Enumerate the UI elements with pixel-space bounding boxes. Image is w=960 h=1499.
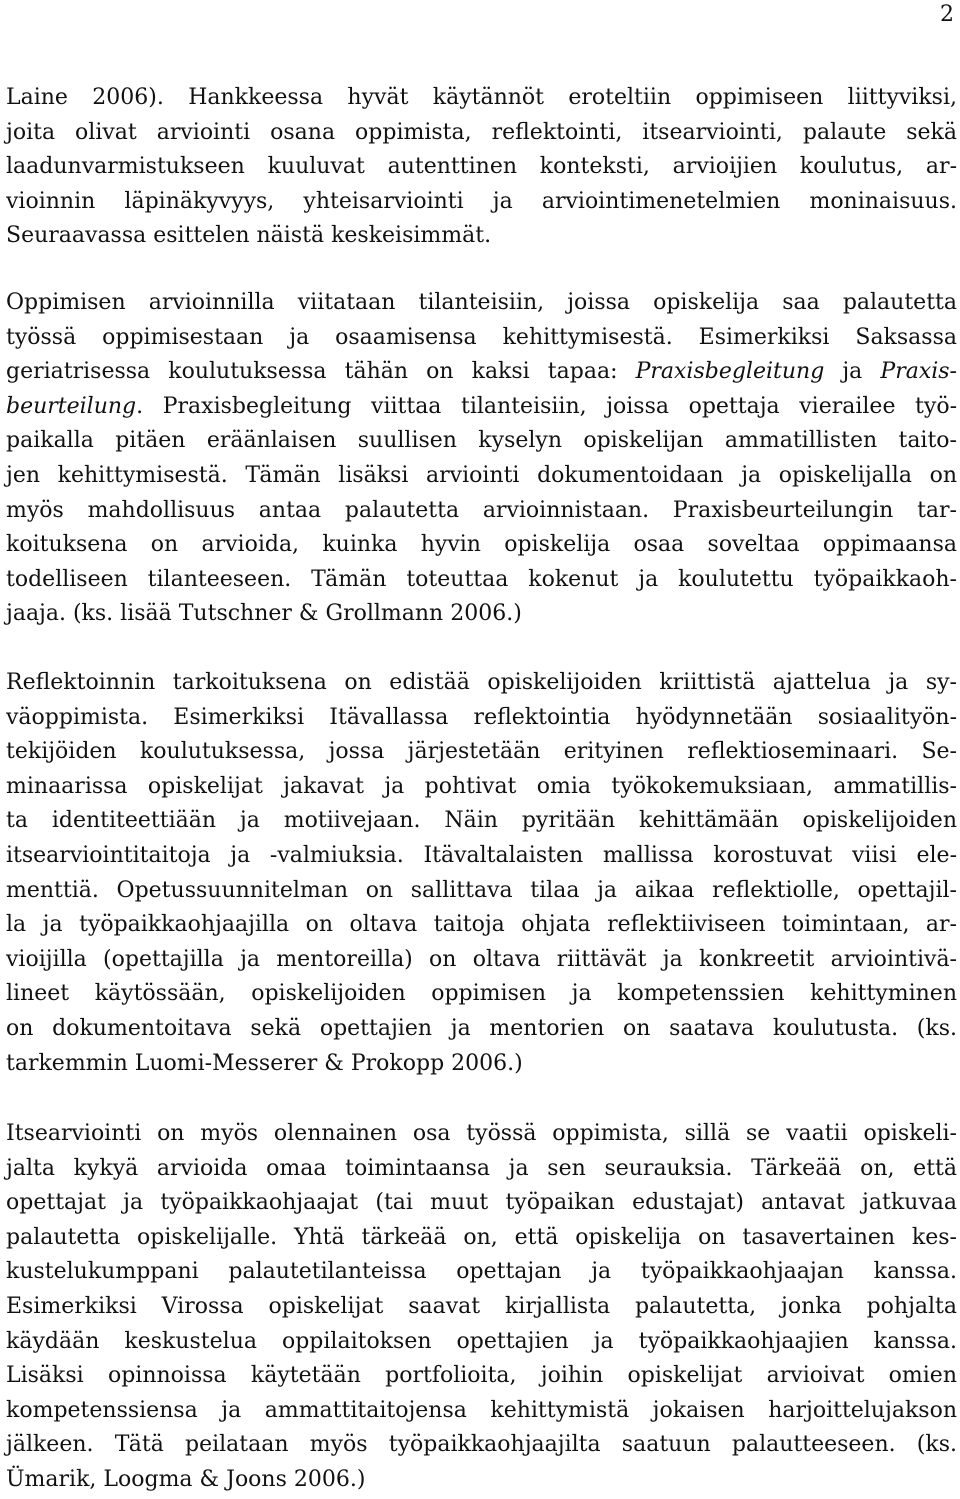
text-line: Laine 2006). Hankkeessa hyvät käytännöt eroteltiin oppimiseen liittyviksi, [6,85,957,110]
text-line: Itsearviointi on myös olennainen osa työssä oppimista, sillä se vaatii opiskeli- [6,1121,957,1146]
text-line: minaarissa opiskelijat jakavat ja pohtivat omia työkokemuksiaan, ammatillis- [6,773,957,799]
text-line: itsearviointitaitoja ja -valmiuksia. Itävaltalaisten mallissa korostuvat viisi ele- [6,842,957,868]
text-line: jälkeen. Tätä peilataan myös työpaikkaohjaajilta saatuun palautteeseen. (ks. [6,1432,957,1458]
text-line: kustelukumppani palautetilanteissa opettajan ja työpaikkaohjaajan kanssa. [6,1259,957,1285]
text-line: koituksena on arvioida, kuinka hyvin opiskelija osaa soveltaa oppimaansa [6,532,957,558]
paragraph-4 [6,1117,957,1498]
text-line: opettajat ja työpaikkaohjaajat (tai muut työpaikan edustajat) antavat jatkuvaa [6,1190,957,1216]
text-line: myös mahdollisuus antaa palautetta arvioinnistaan. Praxisbeurteilungin tar- [6,497,957,523]
text-line [6,355,957,390]
text-line: Esimerkiksi Virossa opiskelijat saavat kirjallista palautetta, jonka pohjalta [6,1293,957,1319]
text-line: laadunvarmistukseen kuuluvat autenttinen konteksti, arvioijien koulutus, ar- [6,154,957,180]
text-line: paikalla pitäen eräänlaisen suullisen kyselyn opiskelijan ammatillisten taito- [6,428,957,454]
text-line: Lisäksi opinnoissa käytetään portfolioita, joihin opiskelijat arvioivat omien [6,1363,957,1389]
text-line: on dokumentoitava sekä opettajien ja mentorien on saatava koulutusta. (ks. [6,1015,957,1041]
text-line: kompetenssiensa ja ammattitaitojensa kehittymistä jokaisen harjoittelujakson [6,1397,957,1423]
text-line: jen kehittymisestä. Tämän lisäksi arviointi dokumentoidaan ja opiskelijalla on [6,462,957,488]
italic-term: Praxis- [880,359,957,385]
paragraph-2 [6,286,957,632]
text-run: ja [824,359,881,385]
text-line: todelliseen tilanteeseen. Tämän toteuttaa kokenut ja koulutettu työpaikkaoh- [6,566,957,592]
italic-term: beurteilung [6,393,137,419]
page-number: 2 [940,2,954,27]
italic-term: Praxisbegleitung [635,359,825,385]
text-line: käydään keskustelua oppilaitoksen opettajien ja työpaikkaohjaajien kanssa. [6,1328,957,1354]
text-line: palautetta opiskelijalle. Yhtä tärkeää on, että opiskelija on tasavertainen kes- [6,1224,957,1250]
paragraph-1 [6,81,957,254]
text-line: tekijöiden koulutuksessa, jossa järjestetään erityinen reflektioseminaari. Se- [6,739,957,765]
text-line: Reflektoinnin tarkoituksena on edistää opiskelijoiden kriittistä ajattelua ja sy- [6,670,957,695]
text-line: ta identiteettiään ja motiivejaan. Näin pyritään kehittämään opiskelijoiden [6,808,957,834]
text-line: vioinnin läpinäkyvyys, yhteisarviointi ja arviointimenetelmien moninaisuus. [6,188,957,214]
text-line: vioijilla (opettajilla ja mentoreilla) on oltava riittävät ja konkreetit arviointivä- [6,946,957,972]
text-line [6,390,957,425]
text-line: lineet käytössään, opiskelijoiden oppimisen ja kompetenssien kehittyminen [6,981,957,1007]
text-line: joita olivat arviointi osana oppimista, reflektointi, itsearviointi, palaute sekä [6,119,957,145]
text-line: jalta kykyä arvioida omaa toimintaansa ja sen seurauksia. Tärkeää on, että [6,1155,957,1181]
text-line: jaaja. (ks. lisää Tutschner & Grollmann 2006.) [6,601,522,627]
text-line: menttiä. Opetussuunnitelman on sallittava tilaa ja aikaa reflektiolle, opettajil- [6,877,957,903]
text-line: Seuraavassa esittelen näistä keskeisimmät. [6,223,492,249]
paragraph-3 [6,666,957,1081]
text-run: . Praxisbegleitung viittaa tilanteisiin, joissa opettaja vierailee työ- [136,393,957,419]
text-line: la ja työpaikkaohjaajilla on oltava taitoja ohjata reflektiiviseen toimintaan, ar- [6,912,957,938]
text-line: työssä oppimisestaan ja osaamisensa kehittymisestä. Esimerkiksi Saksassa [6,324,957,350]
text-line: Oppimisen arvioinnilla viitataan tilanteisiin, joissa opiskelija saa palautetta [6,290,957,315]
text-line: väoppimista. Esimerkiksi Itävallassa reflektointia hyödynnetään sosiaalityön- [6,704,957,730]
text-run: geriatrisessa koulutuksessa tähän on kaksi tapaa: [6,359,636,385]
text-line: Ümarik, Loogma & Joons 2006.) [6,1466,366,1492]
text-line: tarkemmin Luomi-Messerer & Prokopp 2006.) [6,1050,523,1076]
